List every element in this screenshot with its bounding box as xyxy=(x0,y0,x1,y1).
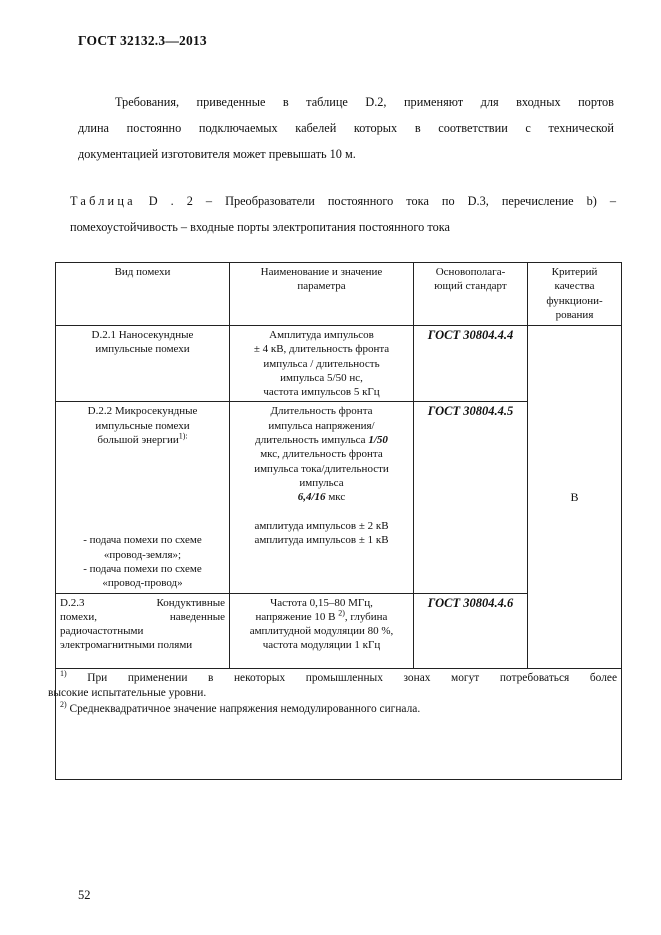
paragraph-line: Требования, приведенные в таблице D.2, применяют для входных портов xyxy=(115,95,614,109)
row3-parameter: Частота 0,15–80 МГц, напряжение 10 В $^{2)}$, глубина амплитудной модуляции 80 %, частота модуляции 1 кГц xyxy=(230,593,414,668)
footnotes-cell xyxy=(48,668,622,779)
table-footnotes-row xyxy=(56,668,622,779)
criterion-cell: B xyxy=(528,326,622,669)
footnote-text: При применении в некоторых промышленных зонах могут потребоваться более xyxy=(87,671,617,684)
row3-standard: ГОСТ 30804.4.6 xyxy=(414,593,528,668)
table-header-row xyxy=(56,263,622,326)
header-standard: Основополага- ющий стандарт xyxy=(414,263,528,326)
footnote-text: высокие испытательные уровни. xyxy=(48,687,207,700)
footnote-mark: 1) xyxy=(60,668,67,678)
intro-paragraph xyxy=(78,89,614,167)
footnote-text: Среднеквадратичное значение напряжения немодулированного сигнала. xyxy=(66,702,421,715)
paragraph-line: длина постоянно подключаемых кабелей которых в соответствии с технической xyxy=(78,121,614,135)
header-disturbance-type: Вид помехи xyxy=(56,263,230,326)
row2-type: D.2.2 Микросекундные импульсные помехи большой энергии$^{1):}$ - подача помехи по схеме «провод-земля»; - подача помехи по схеме «провод-провод» xyxy=(56,402,230,593)
paragraph-line: документацией изготовителя может превышать 10 м. xyxy=(78,147,356,161)
caption-text: D . 2 – Преобразователи постоянного тока по D.3, перечисление b) – xyxy=(148,194,617,208)
document-header: ГОСТ 32132.3—2013 xyxy=(78,33,207,48)
caption-line: помехоустойчивость – входные порты электропитания постоянного тока xyxy=(70,220,450,234)
header-parameter: Наименование и значение параметра xyxy=(230,263,414,326)
row1-standard: ГОСТ 30804.4.4 xyxy=(414,326,528,402)
table-row xyxy=(56,326,622,402)
caption-line xyxy=(70,188,616,214)
footnote-mark: 2) xyxy=(60,699,67,709)
row1-parameter: Амплитуда импульсов ± 4 кВ, длительность фронта импульса / длительность импульса 5/50 нс, частота импульсов 5 кГц xyxy=(230,326,414,402)
caption-label: Таблица xyxy=(70,194,136,208)
row1-type: D.2.1 Наносекундные импульсные помехи xyxy=(56,326,230,402)
row3-type: D.2.3 Кондуктивные помехи, наведенные радиочастотными электромагнитными полями xyxy=(56,593,230,668)
table-caption xyxy=(70,188,616,240)
row2-parameter: Длительность фронта импульса напряжения/ длительность импульса 1/50 мкс, длительность фронта импульса тока/длительности импульса 6,4/16 мкс амплитуда импульсов ± 2 кВ амплитуда импульсов ± 1 кВ xyxy=(230,402,414,593)
header-criterion: Критерий качества функциони- рования xyxy=(528,263,622,326)
requirements-table xyxy=(48,262,622,780)
page-number: 52 xyxy=(78,888,91,902)
row2-standard: ГОСТ 30804.4.5 xyxy=(414,402,528,593)
